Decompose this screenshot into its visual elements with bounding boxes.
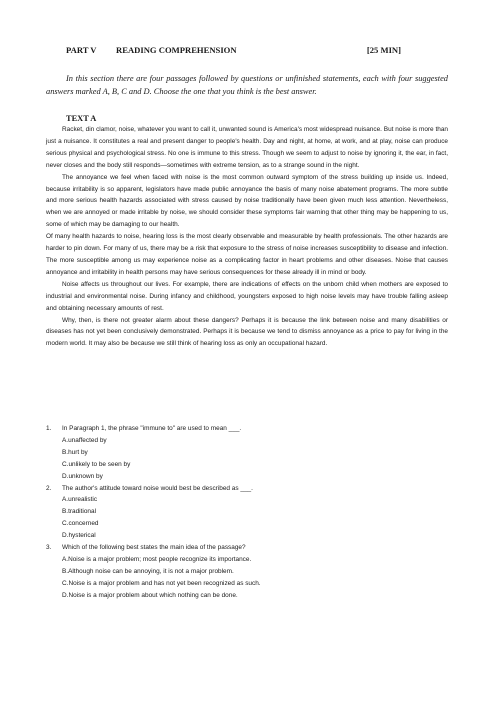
- section-title: READING COMPREHENSION: [116, 45, 237, 55]
- time-limit: [25 MIN]: [366, 45, 401, 55]
- paragraph-3: Of many health hazards to noise, hearing loss is the most clearly observable and measurable by health professionals. The other hazards are harder to pin down. For many of us, there may be a risk that exposure to the stress of noise increases susceptibility to disease and infection. The more susceptible among us may experience noise as a complicating factor in heart problems and other diseases. Noise that causes annoyance and irritability in health persons may have serious consequences for these already ill in mind or body.: [46, 233, 448, 276]
- section-header: [66, 45, 448, 57]
- question-stem: In Paragraph 1, the phrase "immune to" are used to mean ___.: [62, 425, 242, 432]
- answer-option: A.unaffected by: [62, 436, 107, 444]
- answer-option: B.Although noise can be annoying, it is not a major problem.: [62, 567, 234, 575]
- question-stem: The author's attitude toward noise would best be described as ___.: [62, 484, 253, 492]
- part-label: PART V: [66, 45, 97, 55]
- paragraph-2: The annoyance we feel when faced with noise is the most common outward symptom of the stress building up inside us. Indeed, because irritability is so apparent, legislators have made public annoyance the basis of many noise abatement programs. The more subtle and more serious health hazards associated with stress caused by noise traditionally have been given much less attention. Nevertheless, when we are annoyed or made irritable by noise, we should consider these symptoms fair warning that other thing may be happening to us, some of which may be damaging to our health.: [46, 173, 448, 229]
- question-stem: Which of the following best states the main idea of the passage?: [62, 544, 246, 552]
- question-number: 3.: [46, 544, 52, 552]
- answer-option: B.traditional: [62, 508, 96, 516]
- answer-option: A.Noise is a major problem; most people recognize its importance.: [62, 555, 252, 563]
- paragraph-1: Racket, din clamor, noise, whatever you want to call it, unwanted sound is America's most widespread nuisance. But noise is more than just a nuisance. It constitutes a real and present danger to people's health. Day and night, at home, at work, and at play, noise can produce serious physical and psychological stress. No one is immune to this stress. Though we seem to adjust to noise by ignoring it, the ear, in fact, never closes and the body still responds—sometimes with extreme tension, as to a strange sound in the night.: [46, 126, 448, 169]
- question-3: [46, 542, 448, 554]
- question-number: 1.: [46, 425, 52, 432]
- answer-option: A.unrealistic: [62, 496, 98, 504]
- answer-option: D.hysterical: [62, 532, 96, 540]
- paragraph-5: Why, then, is there not greater alarm about these dangers? Perhaps it is because the link between noise and many disabilities or diseases has not yet been conclusively demonstrated. Perhaps it is because we tend to dismiss annoyance as a price to pay for living in the modern world. It may also be because we still think of hearing loss as only an occupational hazard.: [46, 316, 448, 348]
- answer-option: C.Noise is a major problem and has not yet been recognized as such.: [62, 579, 261, 587]
- answer-option: C.concerned: [62, 520, 99, 528]
- answer-option: C.unlikely to be seen by: [62, 460, 131, 468]
- question-1: [46, 423, 448, 435]
- answer-option: D.unknown by: [62, 472, 103, 480]
- answer-option: B.hurt by: [62, 448, 88, 456]
- passage-title: TEXT A: [66, 114, 97, 123]
- question-number: 2.: [46, 484, 52, 492]
- question-list: [46, 423, 448, 602]
- instructions: In this section there are four passages followed by questions or unfinished statements, each with four suggested answers marked A, B, C and D. Choose the one that you think is the best answer.: [46, 74, 448, 96]
- question-2: [46, 483, 448, 495]
- paragraph-4: Noise affects us throughout our lives. For example, there are indications of effects on the unborn child when mothers are exposed to industrial and environmental noise. During infancy and childhood, youngsters exposed to high noise levels may have trouble falling asleep and obtaining necessary amounts of rest.: [46, 280, 448, 312]
- passage: [46, 124, 448, 350]
- answer-option: D.Noise is a major problem about which nothing can be done.: [62, 591, 238, 599]
